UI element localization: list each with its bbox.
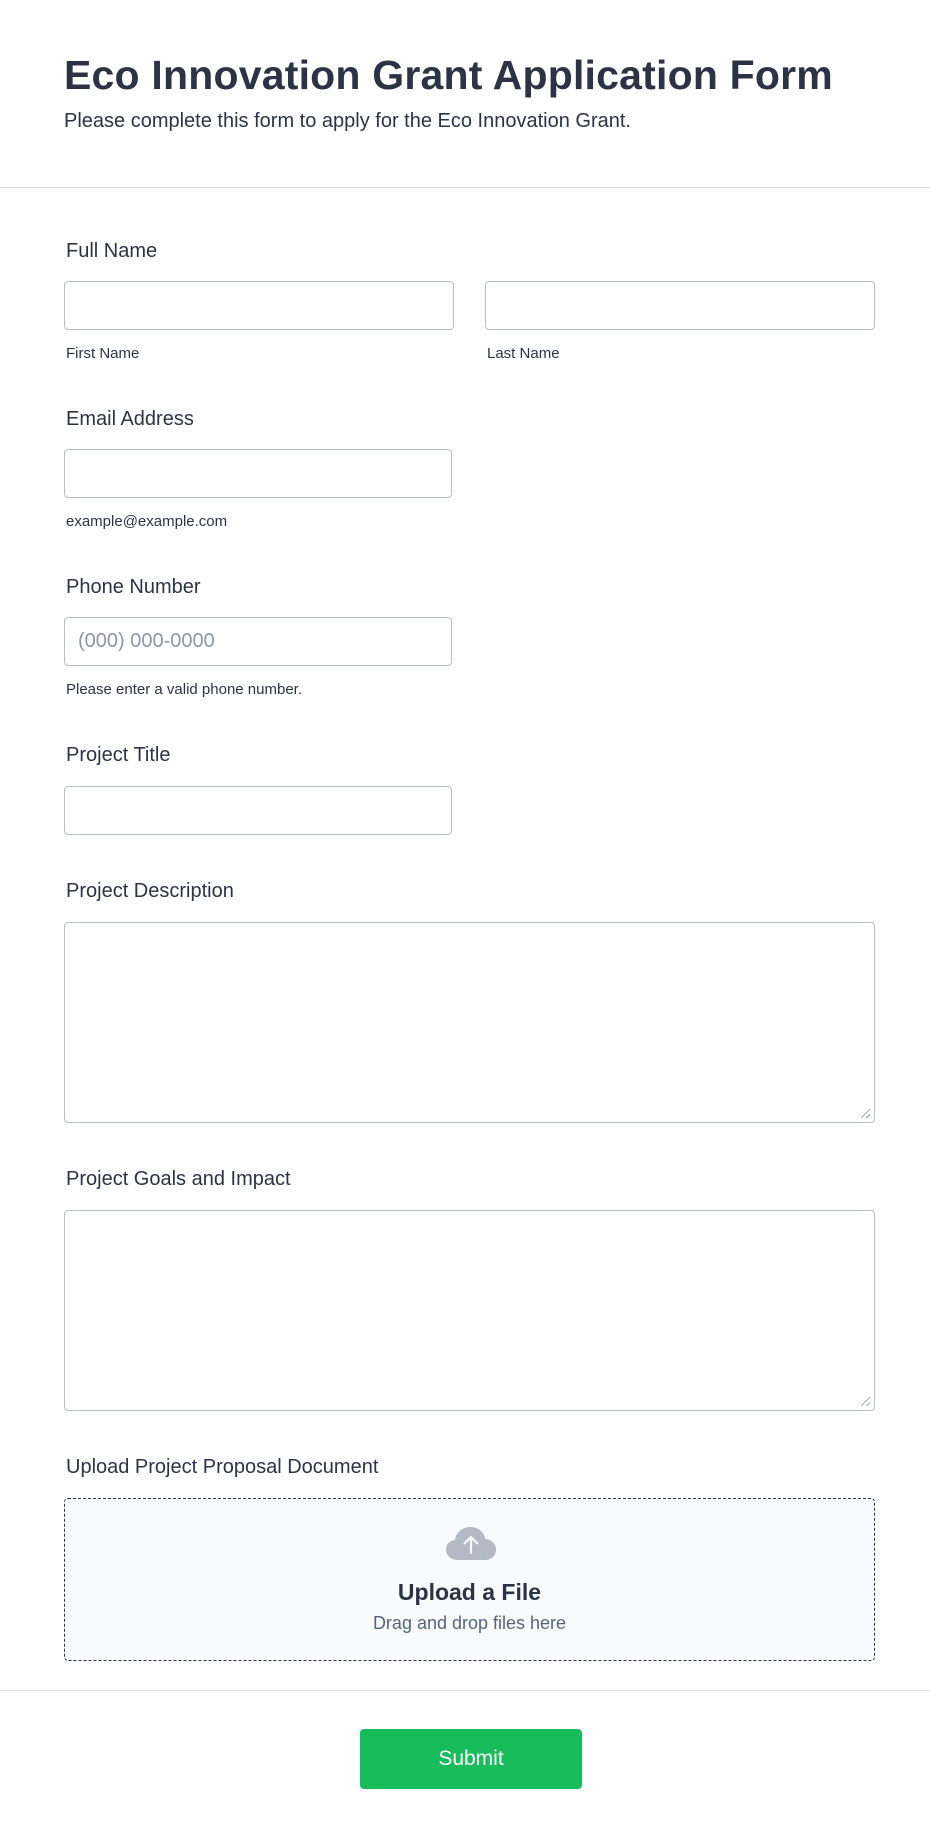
file-upload-dropzone[interactable] (64, 1498, 875, 1661)
footer-divider (0, 1690, 930, 1691)
last-name-input[interactable] (485, 281, 875, 330)
project-description-label: Project Description (66, 880, 234, 902)
form-header (0, 0, 930, 188)
email-field[interactable] (64, 449, 452, 498)
email-sublabel: example@example.com (66, 513, 228, 530)
phone-input[interactable] (64, 617, 452, 666)
first-name-input[interactable] (64, 281, 454, 330)
phone-sublabel: Please enter a valid phone number. (66, 681, 302, 698)
project-title-label: Project Title (66, 744, 171, 766)
cloud-upload-icon (446, 1527, 496, 1561)
project-title-input[interactable] (64, 786, 452, 835)
project-goals-textarea[interactable] (64, 1210, 875, 1411)
form-title: Eco Innovation Grant Application Form (64, 52, 833, 98)
full-name-label: Full Name (66, 240, 158, 262)
first-name-sublabel: First Name (66, 345, 140, 362)
last-name-sublabel: Last Name (487, 345, 560, 362)
email-label: Email Address (66, 408, 194, 430)
upload-label: Upload Project Proposal Document (66, 1456, 379, 1478)
upload-subtitle: Drag and drop files here (372, 1613, 567, 1633)
form-subtitle: Please complete this form to apply for the Eco Innovation Grant. (64, 110, 631, 132)
upload-title: Upload a File (397, 1579, 542, 1605)
resize-grip-icon[interactable] (861, 1397, 870, 1406)
phone-label: Phone Number (66, 576, 201, 598)
submit-button[interactable]: Submit (360, 1729, 582, 1789)
project-description-textarea[interactable] (64, 922, 875, 1123)
resize-grip-icon[interactable] (861, 1109, 870, 1118)
project-goals-label: Project Goals and Impact (66, 1168, 291, 1190)
